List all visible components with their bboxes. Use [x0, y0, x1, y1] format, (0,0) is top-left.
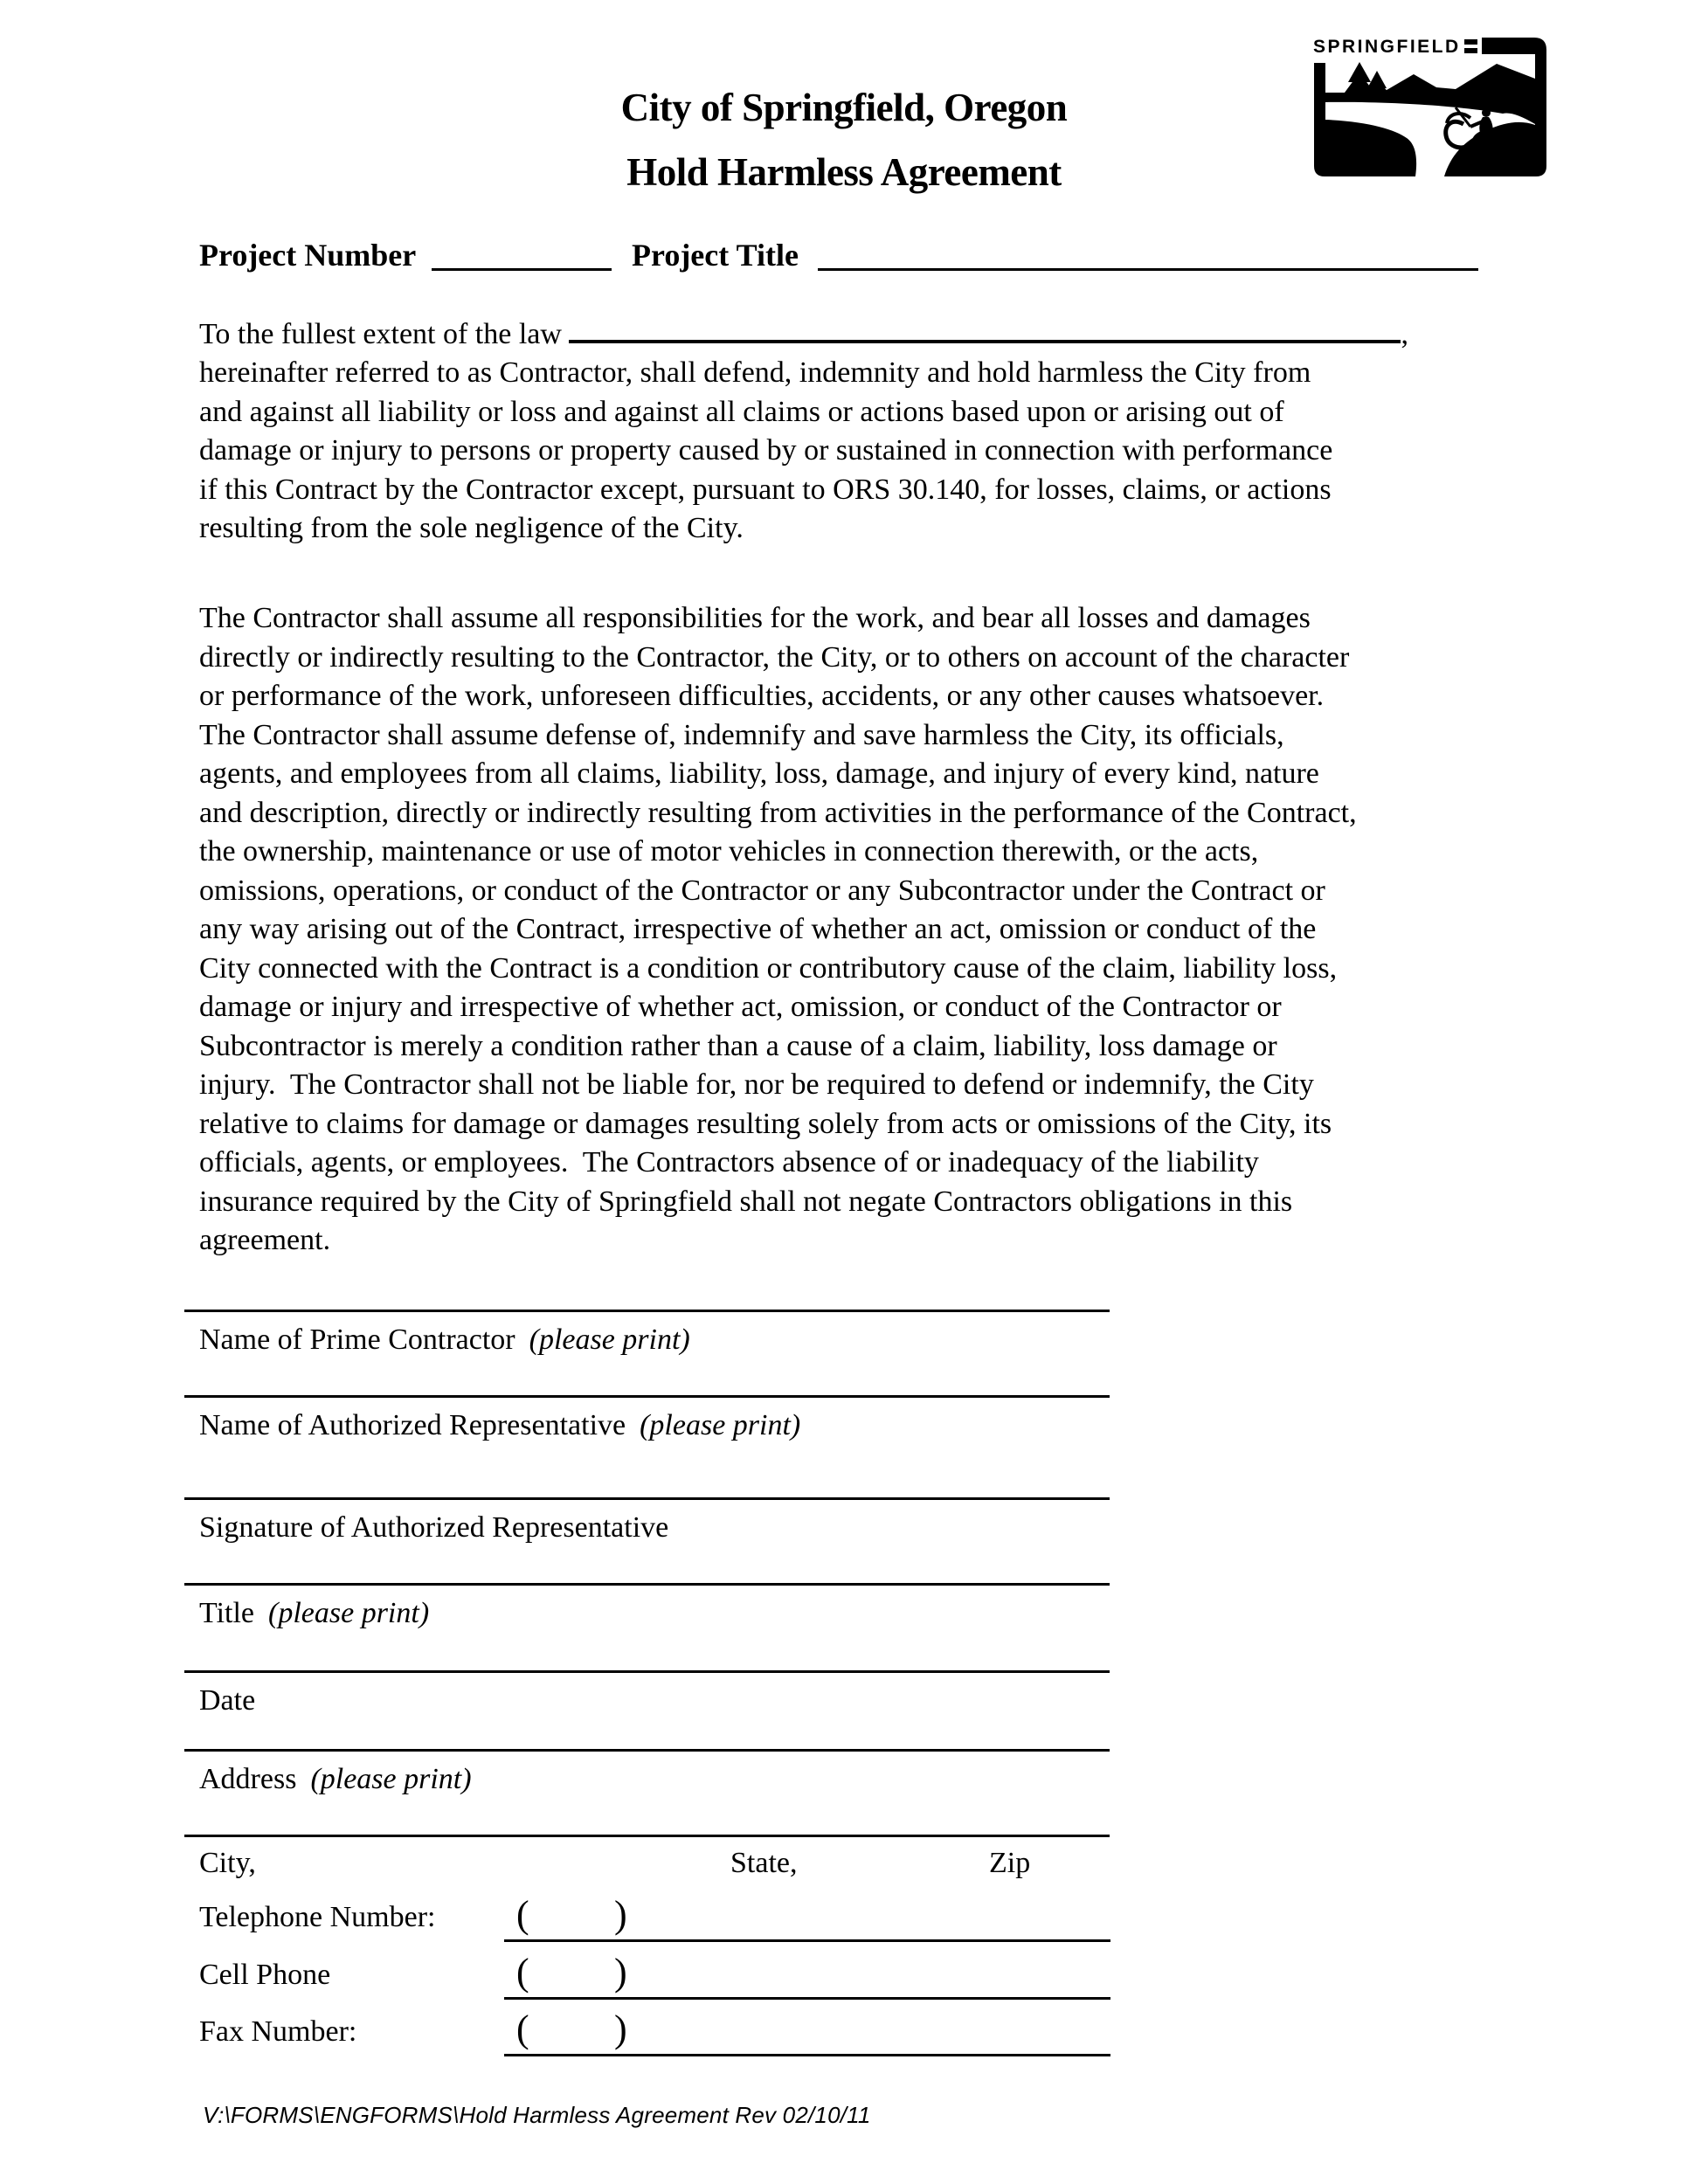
paragraph-line [199, 314, 1597, 354]
page-title: City of Springfield, Oregon [620, 86, 1068, 129]
field-write-area[interactable] [184, 1583, 1110, 1586]
paragraph-line: The Contractor shall assume all responsibilities for the work, and bear all losses and damages [199, 602, 1311, 634]
phone-row-label: Fax Number: [199, 2015, 357, 2048]
field-write-area[interactable] [184, 1497, 1110, 1500]
state-label: State, [730, 1847, 798, 1879]
field-label-text: Name of Prime Contractor [199, 1324, 515, 1356]
field-label [199, 1681, 255, 1721]
close-paren: ) [614, 1951, 627, 1994]
field-write-area[interactable] [184, 1395, 1110, 1398]
please-print-hint: (please print) [640, 1409, 801, 1441]
zip-label: Zip [989, 1847, 1031, 1879]
field-label [199, 1759, 472, 1800]
field-label-text: Signature of Authorized Representative [199, 1511, 669, 1544]
field-write-area[interactable] [184, 1310, 1110, 1312]
paragraph-line: if this Contract by the Contractor except, pursuant to ORS 30.140, for losses, claims, or actions [199, 473, 1332, 506]
field-label-text: Title [199, 1597, 255, 1629]
open-paren: ( [516, 2008, 529, 2050]
paragraph-line: or performance of the work, unforeseen difficulties, accidents, or any other causes whatsoever. [199, 680, 1325, 712]
springfield-logo [1284, 19, 1555, 185]
phone-number-blank[interactable] [504, 1892, 1110, 1942]
please-print-hint: (please print) [268, 1597, 430, 1629]
project-title-label: Project Title [632, 238, 799, 273]
paragraph-line: and description, directly or indirectly resulting from activities in the performance of the Contract, [199, 796, 1357, 829]
paragraph-line: agreement. [199, 1224, 331, 1256]
agreement-paragraph-1 [199, 314, 1597, 549]
phone-row-label: Telephone Number: [199, 1901, 436, 1933]
paragraph-line: Subcontractor is merely a condition rather than a cause of a claim, liability, loss damage or [199, 1029, 1277, 1062]
paragraph-line: officials, agents, or employees. The Contractors absence of or inadequacy of the liability [199, 1146, 1259, 1178]
field-label-text: Date [199, 1684, 256, 1717]
please-print-hint: (please print) [310, 1763, 472, 1795]
field-write-area[interactable] [184, 1749, 1110, 1752]
phone-row-label: Cell Phone [199, 1959, 331, 1991]
page-subtitle: Hold Harmless Agreement [626, 150, 1062, 194]
paragraph-line: The Contractor shall assume defense of, indemnify and save harmless the City, its officials, [199, 718, 1284, 751]
field-label [199, 1508, 668, 1548]
paragraph-line: damage or injury and irrespective of whether act, omission, or conduct of the Contractor or [199, 991, 1282, 1023]
project-number-label: Project Number [199, 238, 417, 273]
close-paren: ) [614, 2008, 627, 2050]
paragraph-line: omissions, operations, or conduct of the Contractor or any Subcontractor under the Contract or [199, 874, 1325, 907]
paragraph-line: and against all liability or loss and against all claims or actions based upon or arising out of [199, 395, 1284, 428]
paragraph-line: directly or indirectly resulting to the Contractor, the City, or to others on account of the character [199, 640, 1350, 674]
footer-file-path: V:\FORMS\ENGFORMS\Hold Harmless Agreement Rev 02/10/11 [203, 2102, 871, 2128]
field-label [199, 1593, 429, 1634]
paragraph-line: resulting from the sole negligence of the City. [199, 512, 744, 545]
field-label-text: Name of Authorized Representative [199, 1409, 626, 1441]
field-label [199, 1406, 800, 1446]
paragraph-line: any way arising out of the Contract, irrespective of whether an act, omission or conduct of the [199, 913, 1317, 945]
paragraph-line: insurance required by the City of Springfield shall not negate Contractors obligations in this [199, 1185, 1293, 1218]
paragraph-line: injury. The Contractor shall not be liable for, nor be required to defend or indemnify, the City [199, 1068, 1314, 1101]
phone-number-blank[interactable] [504, 2007, 1110, 2056]
project-number-blank[interactable] [432, 268, 612, 271]
paragraph-intro: To the fullest extent of the law [199, 317, 570, 350]
open-paren: ( [516, 1951, 529, 1994]
paragraph-line: damage or injury to persons or property caused by or sustained in connection with performance [199, 434, 1333, 467]
open-paren: ( [516, 1893, 529, 1936]
contractor-name-blank[interactable] [569, 314, 1401, 343]
paragraph-line: hereinafter referred to as Contractor, shall defend, indemnity and hold harmless the City from [199, 356, 1311, 390]
logo-wordmark: SPRINGFIELD [1313, 37, 1461, 57]
field-label [199, 1320, 690, 1360]
close-paren: ) [614, 1893, 627, 1936]
field-write-area[interactable] [184, 1670, 1110, 1673]
paragraph-line: the ownership, maintenance or use of motor vehicles in connection therewith, or the acts, [199, 835, 1259, 867]
city-state-zip-blank[interactable] [184, 1835, 1110, 1837]
project-title-blank[interactable] [818, 268, 1478, 271]
springfield-logo-graphic [1284, 19, 1555, 185]
paragraph-line: agents, and employees from all claims, liability, loss, damage, and injury of every kind, nature [199, 757, 1319, 790]
agreement-paragraph-2 [199, 599, 1597, 1261]
trailing-comma: , [1401, 317, 1408, 350]
phone-number-blank[interactable] [504, 1950, 1110, 2000]
paragraph-line: relative to claims for damage or damages resulting solely from acts or omissions of the City, its [199, 1107, 1332, 1140]
paragraph-line: City connected with the Contract is a condition or contributory cause of the claim, liability loss, [199, 951, 1338, 985]
please-print-hint: (please print) [529, 1324, 690, 1356]
field-label-text: Address [199, 1763, 297, 1795]
city-label: City, [199, 1847, 256, 1879]
